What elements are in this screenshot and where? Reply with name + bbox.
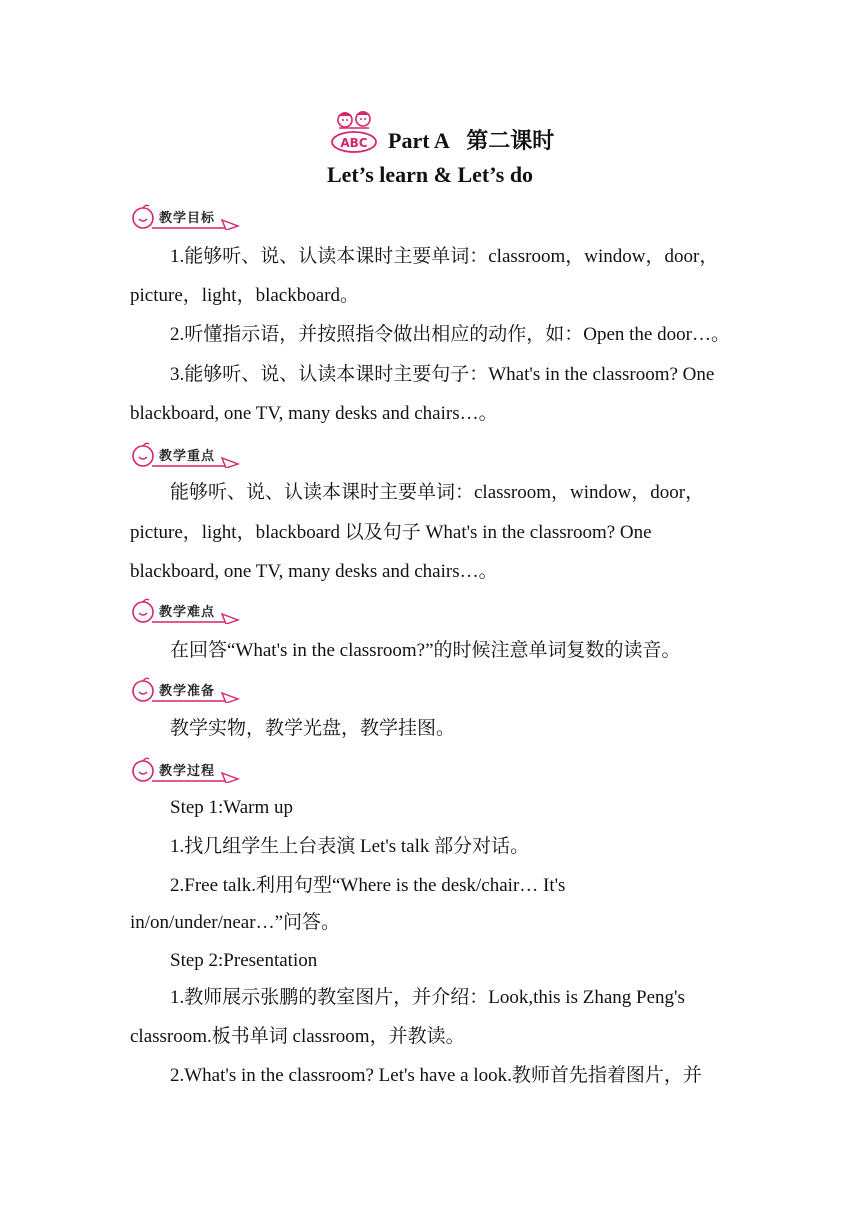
- step-2-item-1-line-a: 1.教师展示张鹏的教室图片，并介绍：Look,this is Zhang Peng's: [170, 987, 685, 1008]
- section-title-preparation: 教学准备: [159, 684, 216, 699]
- step-1-item-2-line-a: 2.Free talk.利用句型“Where is the desk/chair… It's: [170, 875, 566, 896]
- lesson-title: [388, 124, 554, 155]
- key-points-line-c: blackboard, one TV, many desks and chairs…。: [130, 561, 498, 582]
- key-points-line-a: 能够听、说、认读本课时主要单词：classroom，window，door，: [170, 482, 705, 503]
- abc-kids-logo-icon: [329, 106, 381, 154]
- objective-3-line-a: 3.能够听、说、认读本课时主要句子：What's in the classroom? One: [170, 364, 715, 385]
- part-label: Part A: [388, 128, 450, 153]
- section-badge-key-points: [130, 442, 242, 468]
- section-badge-difficulties: [130, 598, 242, 624]
- section-badge-objectives: [130, 204, 242, 230]
- step-2-heading: Step 2:Presentation: [170, 950, 318, 971]
- section-badge-process: [130, 757, 242, 783]
- logo-letters: ABC: [340, 136, 368, 150]
- section-badge-preparation: [130, 677, 242, 703]
- lesson-label: 第二课时: [466, 128, 555, 153]
- section-title-key-points: 教学重点: [159, 449, 216, 464]
- step-1-item-1: 1.找几组学生上台表演 Let's talk 部分对话。: [170, 836, 530, 857]
- difficulties-text: 在回答“What's in the classroom?”的时候注意单词复数的读音。: [170, 640, 681, 661]
- objective-3-line-b: blackboard, one TV, many desks and chairs…。: [130, 403, 498, 424]
- objective-1-line-a: 1.能够听、说、认读本课时主要单词：classroom，window，door，: [170, 246, 719, 267]
- step-2-item-2: 2.What's in the classroom? Let's have a look.教师首先指着图片，并: [170, 1065, 702, 1086]
- preparation-text: 教学实物，教学光盘，教学挂图。: [170, 718, 456, 739]
- lesson-subtitle: Let’s learn & Let’s do: [326, 162, 534, 187]
- section-title-objectives: 教学目标: [159, 211, 216, 226]
- step-1-item-2-line-b: in/on/under/near…”问答。: [130, 912, 341, 933]
- section-title-process: 教学过程: [159, 764, 216, 779]
- section-title-difficulties: 教学难点: [159, 605, 216, 620]
- objective-2: 2.听懂指示语，并按照指令做出相应的动作，如：Open the door…。: [170, 324, 730, 345]
- key-points-line-b: picture，light，blackboard 以及句子 What's in the classroom? One: [130, 522, 652, 543]
- step-2-item-1-line-b: classroom.板书单词 classroom，并教读。: [130, 1026, 465, 1047]
- objective-1-line-b: picture，light，blackboard。: [130, 285, 359, 306]
- step-1-heading: Step 1:Warm up: [170, 797, 294, 818]
